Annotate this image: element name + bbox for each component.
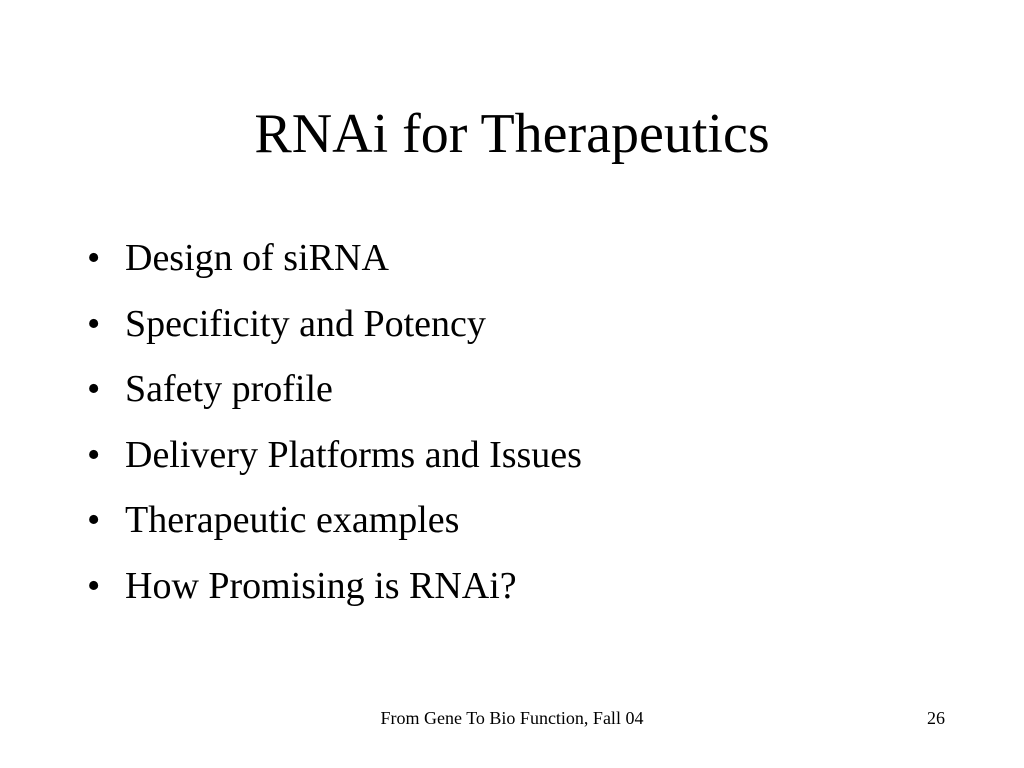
list-item — [87, 554, 582, 620]
list-item — [87, 292, 582, 358]
slide-title: RNAi for Therapeutics — [254, 103, 770, 165]
bullet-icon: • — [87, 433, 101, 476]
list-item-text: Specificity and Potency — [125, 302, 486, 345]
list-item — [87, 226, 582, 292]
bullet-list — [87, 226, 582, 619]
bullet-icon: • — [87, 368, 101, 410]
page-number: 26 — [927, 708, 945, 728]
footer-course: From Gene To Bio Function, Fall 04 — [380, 708, 644, 728]
list-item-text: Safety profile — [125, 368, 333, 410]
bullet-icon: • — [87, 302, 101, 345]
list-item-text: How Promising is RNAi? — [125, 564, 517, 607]
list-item — [87, 488, 582, 554]
bullet-icon: • — [87, 564, 101, 607]
list-item-text: Therapeutic examples — [125, 499, 460, 541]
bullet-icon: • — [87, 237, 101, 279]
list-item-text: Design of siRNA — [125, 237, 389, 279]
bullet-icon: • — [87, 499, 101, 541]
list-item — [87, 357, 582, 423]
list-item-text: Delivery Platforms and Issues — [125, 433, 582, 476]
list-item — [87, 423, 582, 489]
